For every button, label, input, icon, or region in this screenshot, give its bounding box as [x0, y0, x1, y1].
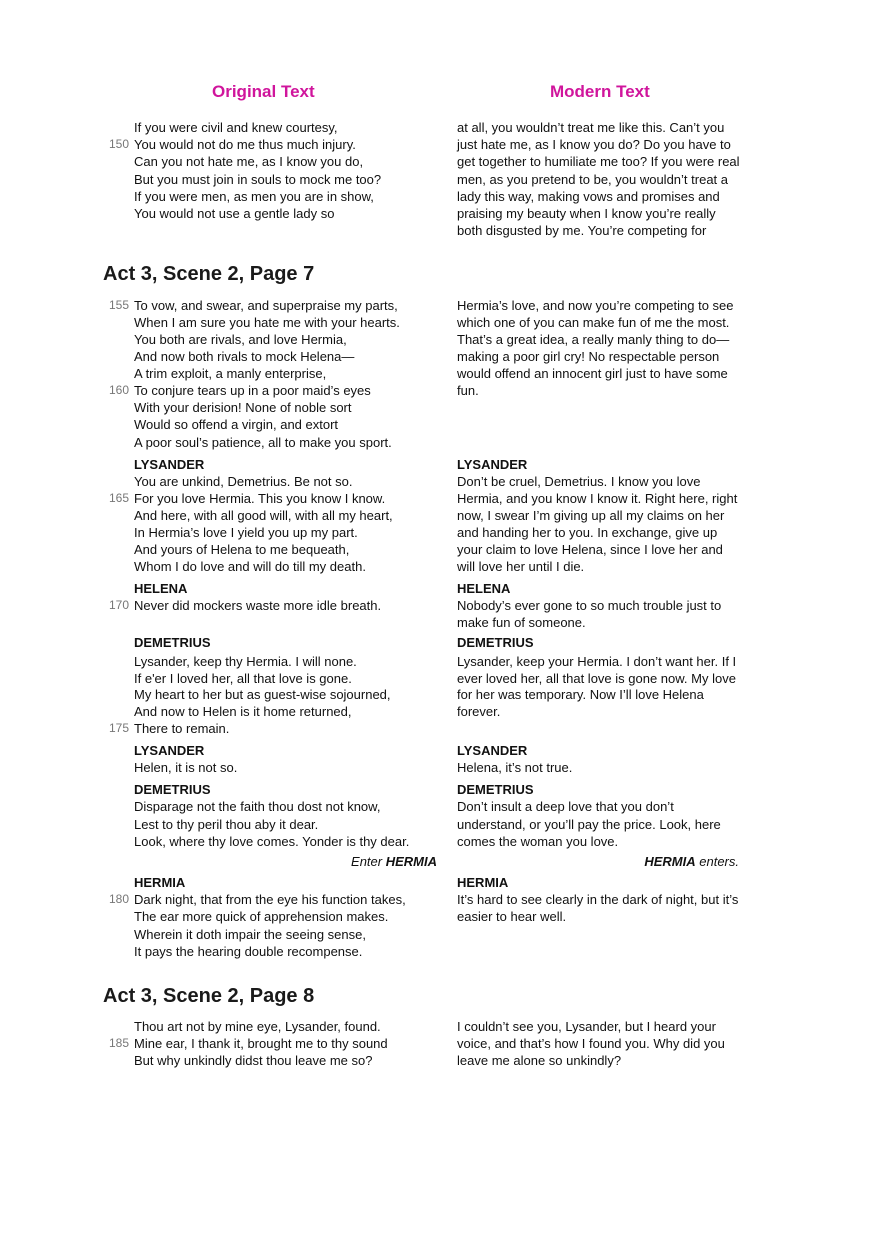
speaker-name: HERMIA — [457, 875, 509, 890]
modern-text-header: Modern Text — [550, 82, 650, 101]
original-line: The ear more quick of apprehension makes. — [134, 909, 389, 924]
modern-line: get together to humiliate me too? If you were real — [457, 154, 740, 169]
modern-line: voice, and that’s how I found you. Why did you — [457, 1036, 725, 1051]
original-line: In Hermia’s love I yield you up my part. — [134, 525, 358, 540]
original-line: And yours of Helena to me bequeath, — [134, 542, 350, 557]
modern-line: make fun of someone. — [457, 615, 586, 630]
modern-line: just hate me, as I know you do? Do you have to — [457, 137, 731, 152]
original-line: Disparage not the faith thou dost not know, — [134, 799, 381, 814]
modern-line: Don’t be cruel, Demetrius. I know you love — [457, 474, 701, 489]
original-line: Look, where thy love comes. Yonder is thy dear. — [134, 834, 410, 849]
line-number: 185 — [108, 1036, 129, 1050]
modern-line: men, as you pretend to be, you wouldn’t treat a — [457, 172, 729, 187]
original-line: A trim exploit, a manly enterprise, — [134, 366, 327, 381]
modern-line: making a poor girl cry! No respectable person — [457, 349, 720, 364]
original-line: Mine ear, I thank it, brought me to thy sound — [134, 1036, 388, 1051]
speaker-name: DEMETRIUS — [457, 635, 534, 650]
original-line: Lysander, keep thy Hermia. I will none. — [134, 654, 357, 669]
modern-line: comes the woman you love. — [457, 834, 619, 849]
modern-line: Helena, it’s not true. — [457, 760, 573, 775]
modern-line: understand, or you’ll pay the price. Look, here — [457, 817, 721, 832]
original-line: Can you not hate me, as I know you do, — [134, 154, 364, 169]
modern-line: easier to hear well. — [457, 909, 567, 924]
modern-line: your claim to love Helena, since I love her and — [457, 542, 723, 557]
modern-line: ever loved her, all that love is gone now. My love — [457, 671, 736, 686]
stage-direction-text: enters. — [695, 854, 739, 869]
original-line: Wherein it doth impair the seeing sense, — [134, 927, 366, 942]
original-line: But you must join in souls to mock me too? — [134, 172, 382, 187]
original-line: If e'er I loved her, all that love is gone. — [134, 671, 352, 686]
section-heading-page-7: Act 3, Scene 2, Page 7 — [103, 263, 315, 285]
speaker-name: DEMETRIUS — [134, 635, 211, 650]
modern-line: both disgusted by me. You’re competing for — [457, 223, 707, 238]
section-heading-page-8: Act 3, Scene 2, Page 8 — [103, 985, 315, 1007]
line-number: 160 — [108, 383, 129, 397]
modern-line: fun. — [457, 383, 479, 398]
original-line: To conjure tears up in a poor maid’s eyes — [134, 383, 371, 398]
original-line: And now both rivals to mock Helena— — [134, 349, 355, 364]
line-number: 180 — [108, 892, 129, 906]
modern-line: Hermia, and you know I know it. Right here, right — [457, 491, 738, 506]
modern-line: now, I swear I’m giving up all my claims on her — [457, 508, 725, 523]
original-line: There to remain. — [134, 721, 230, 736]
speaker-name: LYSANDER — [457, 457, 528, 472]
stage-direction-original — [351, 853, 437, 870]
modern-line: at all, you wouldn’t treat me like this. Can’t you — [457, 120, 725, 135]
stage-direction-text: Enter — [351, 854, 386, 869]
modern-line: Hermia’s love, and now you’re competing to see — [457, 298, 734, 313]
modern-line: I couldn’t see you, Lysander, but I heard your — [457, 1019, 716, 1034]
original-line: Would so offend a virgin, and extort — [134, 417, 339, 432]
original-line: If you were civil and knew courtesy, — [134, 120, 338, 135]
speaker-name: LYSANDER — [134, 743, 205, 758]
modern-line: praising my beauty when I know you’re really — [457, 206, 716, 221]
original-line: A poor soul’s patience, all to make you sport. — [134, 435, 392, 450]
original-line: And here, with all good will, with all my heart, — [134, 508, 393, 523]
speaker-name: HELENA — [457, 581, 511, 596]
original-line: You are unkind, Demetrius. Be not so. — [134, 474, 353, 489]
original-line: You both are rivals, and love Hermia, — [134, 332, 347, 347]
modern-line: for her was temporary. Now I’ll love Helena — [457, 687, 704, 702]
modern-line: and handing her to you. In exchange, give up — [457, 525, 718, 540]
line-number: 175 — [108, 721, 129, 735]
speaker-name: HELENA — [134, 581, 188, 596]
original-line: But why unkindly didst thou leave me so? — [134, 1053, 373, 1068]
line-number: 165 — [108, 491, 129, 505]
original-line: You would not do me thus much injury. — [134, 137, 356, 152]
original-line: With your derision! None of noble sort — [134, 400, 352, 415]
speaker-name: HERMIA — [134, 875, 186, 890]
line-number: 150 — [108, 137, 129, 151]
stage-direction-modern — [644, 853, 739, 870]
original-text-header: Original Text — [212, 82, 315, 101]
original-line: Whom I do love and will do till my death. — [134, 559, 366, 574]
speaker-name: LYSANDER — [457, 743, 528, 758]
modern-line: Don’t insult a deep love that you don’t — [457, 799, 674, 814]
original-line: And now to Helen is it home returned, — [134, 704, 352, 719]
modern-line: forever. — [457, 704, 501, 719]
original-line: It pays the hearing double recompense. — [134, 944, 363, 959]
modern-line: which one of you can make fun of me the most. — [457, 315, 730, 330]
original-line: Helen, it is not so. — [134, 760, 238, 775]
original-line: Lest to thy peril thou aby it dear. — [134, 817, 319, 832]
modern-line: would offend an innocent girl just to have some — [457, 366, 728, 381]
modern-line: That’s a great idea, a really manly thing to do— — [457, 332, 730, 347]
speaker-name: DEMETRIUS — [134, 782, 211, 797]
modern-line: Nobody’s ever gone to so much trouble just to — [457, 598, 722, 613]
original-line: If you were men, as men you are in show, — [134, 189, 374, 204]
modern-line: will love her until I die. — [457, 559, 585, 574]
modern-line: It’s hard to see clearly in the dark of night, but it’s — [457, 892, 739, 907]
original-line: Dark night, that from the eye his function takes, — [134, 892, 406, 907]
modern-line: Lysander, keep your Hermia. I don’t want her. If I — [457, 654, 737, 669]
stage-direction-character: HERMIA — [644, 854, 696, 869]
modern-line: lady this way, making vows and promises and — [457, 189, 720, 204]
original-line: Thou art not by mine eye, Lysander, found. — [134, 1019, 381, 1034]
stage-direction-character: HERMIA — [385, 854, 437, 869]
modern-line: leave me alone so unkindly? — [457, 1053, 622, 1068]
original-line: For you love Hermia. This you know I know. — [134, 491, 386, 506]
line-number: 155 — [108, 298, 129, 312]
original-line: Never did mockers waste more idle breath. — [134, 598, 382, 613]
original-line: When I am sure you hate me with your hearts. — [134, 315, 400, 330]
original-line: To vow, and swear, and superpraise my parts, — [134, 298, 398, 313]
line-number: 170 — [108, 598, 129, 612]
original-line: You would not use a gentle lady so — [134, 206, 335, 221]
original-line: My heart to her but as guest-wise sojourned, — [134, 687, 391, 702]
speaker-name: DEMETRIUS — [457, 782, 534, 797]
speaker-name: LYSANDER — [134, 457, 205, 472]
